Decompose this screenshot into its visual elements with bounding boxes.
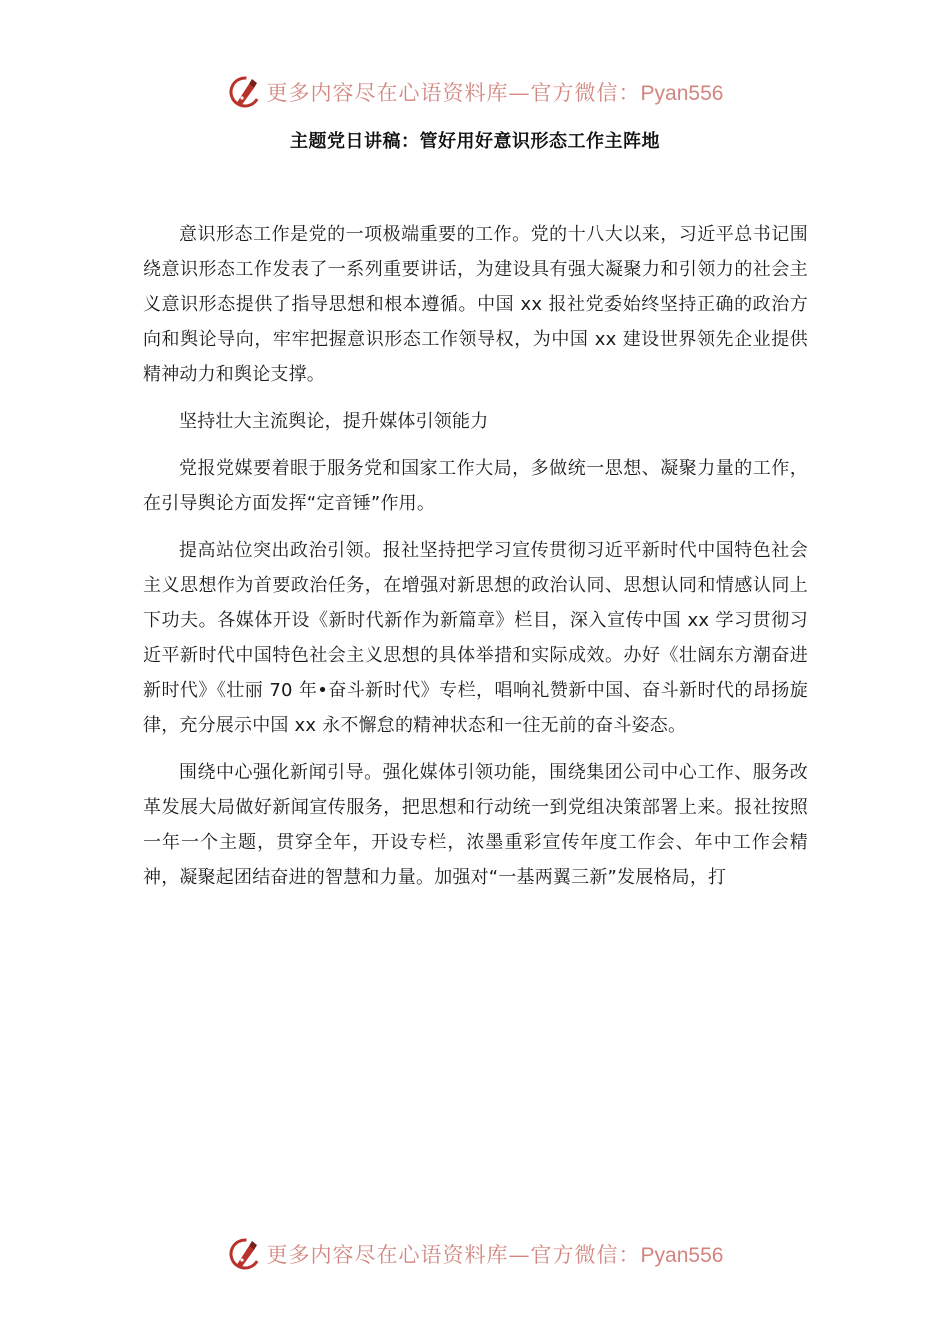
header-wechat-id: Pyan556 xyxy=(640,82,724,105)
footer-watermark-banner xyxy=(0,1232,950,1276)
paragraph-intro: 意识形态工作是党的一项极端重要的工作。党的十八大以来，习近平总书记围绕意识形态工作发表了一系列重要讲话，为建设具有强大凝聚力和引领力的社会主义意识形态提供了指导思想和根本遵循。中国 xx 报社党委始终坚持正确的政治方向和舆论导向，牢牢把握意识形态工作领导权，为中国 xx 建设世界领先企业提供精神动力和舆论支撑。 xyxy=(143,224,808,385)
pen-logo-icon xyxy=(227,74,263,110)
paragraph-party-media: 党报党媒要着眼于服务党和国家工作大局，多做统一思想、凝聚力量的工作，在引导舆论方面发挥“定音锤”作用。 xyxy=(143,458,808,514)
paragraph-political-guidance: 提高站位突出政治引领。报社坚持把学习宣传贯彻习近平新时代中国特色社会主义思想作为首要政治任务，在增强对新思想的政治认同、思想认同和情感认同上下功夫。各媒体开设《新时代新作为新篇章》栏目，深入宣传中国 xx 学习贯彻习近平新时代中国特色社会主义思想的具体举措和实际成效。办好《壮阔东方潮奋进新时代》《壮丽 70 年•奋斗新时代》专栏，唱响礼赞新中国、奋斗新时代的昂扬旋律，充分展示中国 xx 永不懈怠的精神状态和一往无前的奋斗姿态。 xyxy=(143,540,808,736)
document-body xyxy=(143,217,808,907)
footer-wechat-id: Pyan556 xyxy=(640,1244,724,1267)
paragraph-news-guidance: 围绕中心强化新闻引导。强化媒体引领功能，围绕集团公司中心工作、服务改革发展大局做好新闻宣传服务，把思想和行动统一到党组决策部署上来。报社按照一年一个主题，贯穿全年，开设专栏，浓墨重彩宣传年度工作会、年中工作会精神，凝聚起团结奋进的智慧和力量。加强对“一基两翼三新”发展格局，打 xyxy=(143,762,808,888)
header-watermark-banner xyxy=(0,70,950,114)
section-heading: 坚持壮大主流舆论，提升媒体引领能力 xyxy=(179,411,489,432)
header-banner-text: 更多内容尽在心语资料库—官方微信：Pyan556 xyxy=(266,81,724,105)
document-title: 主题党日讲稿：管好用好意识形态工作主阵地 xyxy=(290,131,660,152)
footer-banner-text: 更多内容尽在心语资料库—官方微信：Pyan556 xyxy=(266,1243,724,1267)
pen-logo-icon xyxy=(227,1236,263,1272)
